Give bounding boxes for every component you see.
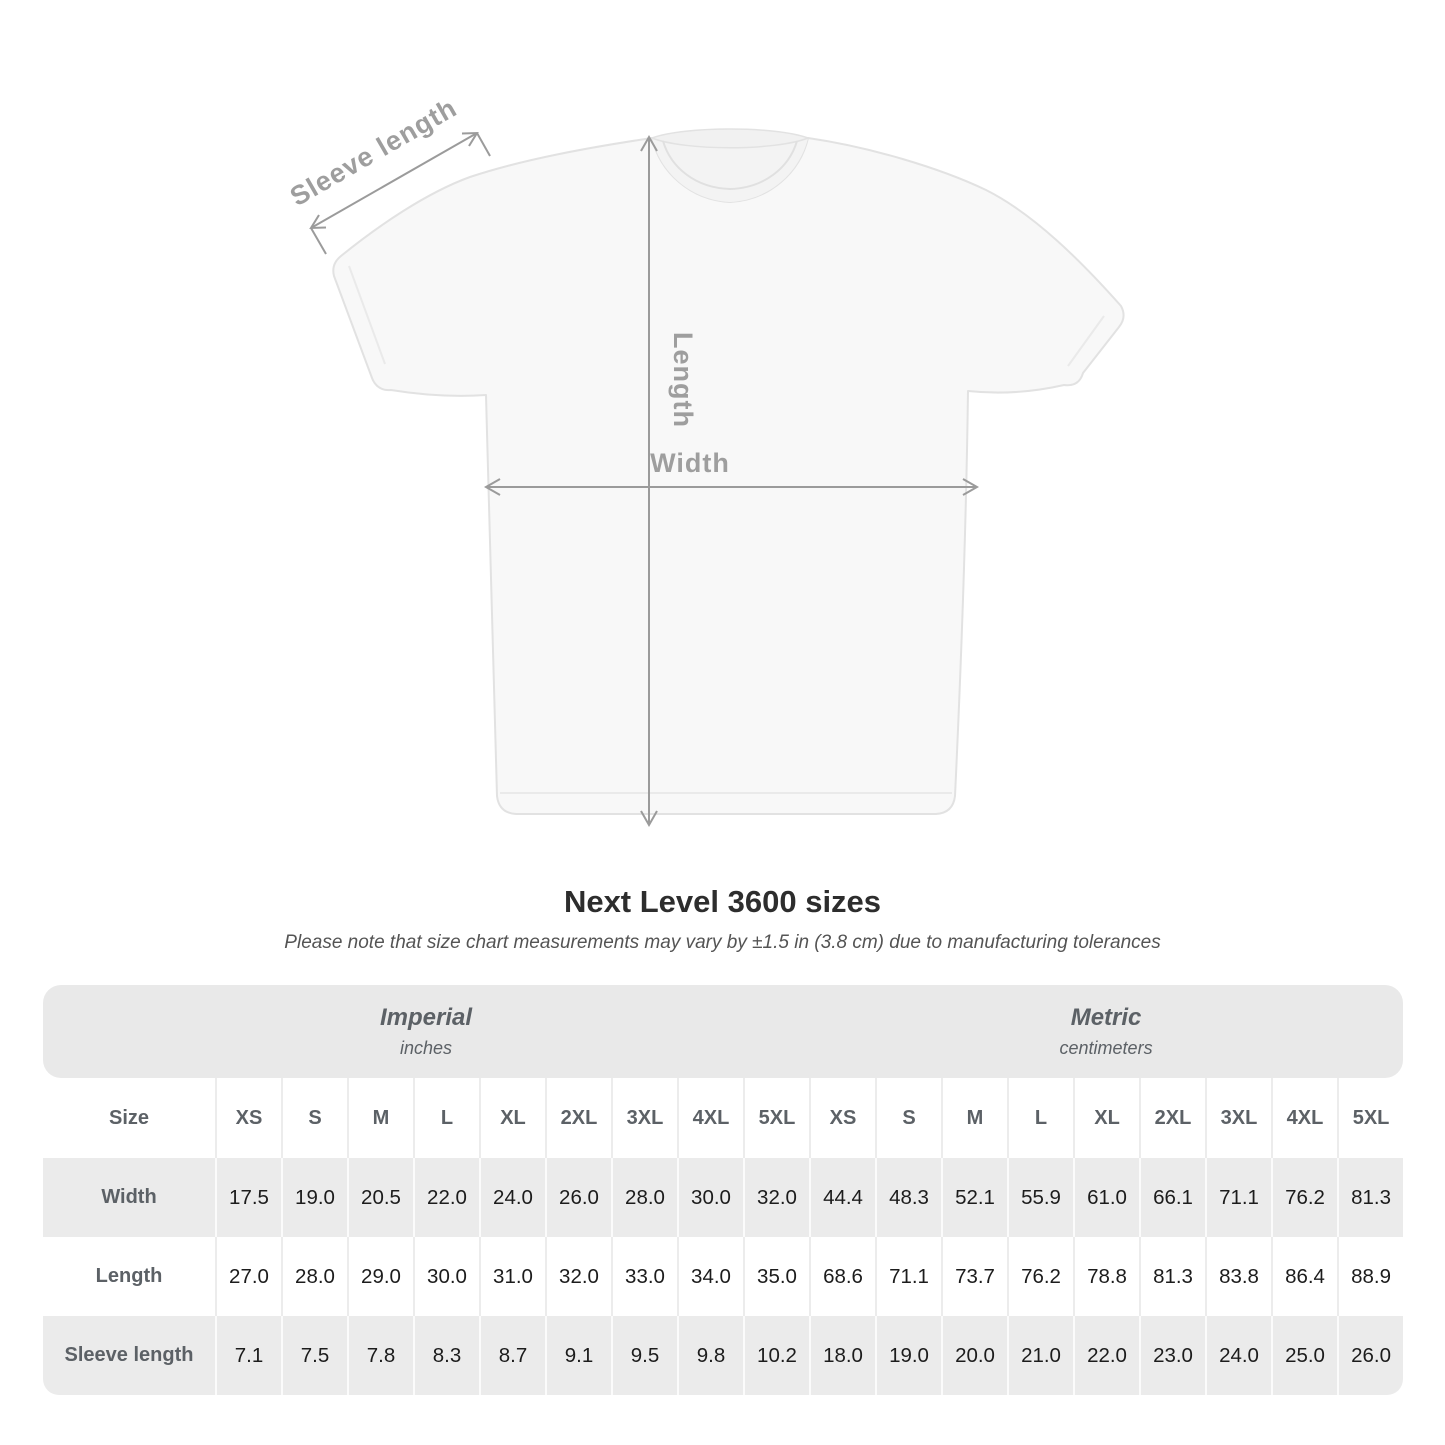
imperial-header bbox=[43, 985, 809, 1078]
length-metric-3xl: 83.8 bbox=[1205, 1237, 1271, 1316]
length-imperial-2xl: 32.0 bbox=[545, 1237, 611, 1316]
width-row bbox=[43, 1158, 1403, 1237]
size-header-imperial-5xl: 5XL bbox=[743, 1078, 809, 1158]
width-imperial-5xl: 32.0 bbox=[743, 1158, 809, 1237]
length-imperial-m: 29.0 bbox=[347, 1237, 413, 1316]
sleeve-imperial-2xl: 9.1 bbox=[545, 1316, 611, 1395]
length-row bbox=[43, 1237, 1403, 1316]
size-header-metric-m: M bbox=[941, 1078, 1007, 1158]
sleeve-imperial-3xl: 9.5 bbox=[611, 1316, 677, 1395]
sleeve-metric-xs: 18.0 bbox=[809, 1316, 875, 1395]
sleeve-metric-3xl: 24.0 bbox=[1205, 1316, 1271, 1395]
width-metric-4xl: 76.2 bbox=[1271, 1158, 1337, 1237]
sleeve-imperial-5xl: 10.2 bbox=[743, 1316, 809, 1395]
metric-title: Metric bbox=[1070, 1004, 1142, 1032]
size-header-metric-s: S bbox=[875, 1078, 941, 1158]
width-imperial-s: 19.0 bbox=[281, 1158, 347, 1237]
width-metric-l: 55.9 bbox=[1007, 1158, 1073, 1237]
length-metric-2xl: 81.3 bbox=[1139, 1237, 1205, 1316]
size-header-imperial-3xl: 3XL bbox=[611, 1078, 677, 1158]
width-imperial-4xl: 30.0 bbox=[677, 1158, 743, 1237]
length-metric-xs: 68.6 bbox=[809, 1237, 875, 1316]
sleeve-length-row bbox=[43, 1316, 1403, 1395]
width-row-label: Width bbox=[43, 1158, 215, 1237]
length-metric-5xl: 88.9 bbox=[1337, 1237, 1403, 1316]
length-imperial-s: 28.0 bbox=[281, 1237, 347, 1316]
length-imperial-4xl: 34.0 bbox=[677, 1237, 743, 1316]
size-header-metric-2xl: 2XL bbox=[1139, 1078, 1205, 1158]
sleeve-imperial-4xl: 9.8 bbox=[677, 1316, 743, 1395]
width-metric-2xl: 66.1 bbox=[1139, 1158, 1205, 1237]
width-imperial-xs: 17.5 bbox=[215, 1158, 281, 1237]
width-imperial-l: 22.0 bbox=[413, 1158, 479, 1237]
sleeve-row-label: Sleeve length bbox=[43, 1316, 215, 1395]
length-metric-xl: 78.8 bbox=[1073, 1237, 1139, 1316]
width-imperial-2xl: 26.0 bbox=[545, 1158, 611, 1237]
sleeve-imperial-s: 7.5 bbox=[281, 1316, 347, 1395]
sleeve-imperial-xl: 8.7 bbox=[479, 1316, 545, 1395]
width-metric-3xl: 71.1 bbox=[1205, 1158, 1271, 1237]
size-header-metric-4xl: 4XL bbox=[1271, 1078, 1337, 1158]
metric-header bbox=[809, 985, 1403, 1078]
width-metric-xl: 61.0 bbox=[1073, 1158, 1139, 1237]
width-metric-xs: 44.4 bbox=[809, 1158, 875, 1237]
size-header-metric-5xl: 5XL bbox=[1337, 1078, 1403, 1158]
width-imperial-3xl: 28.0 bbox=[611, 1158, 677, 1237]
size-header-imperial-2xl: 2XL bbox=[545, 1078, 611, 1158]
size-header-metric-3xl: 3XL bbox=[1205, 1078, 1271, 1158]
page-title: Next Level 3600 sizes bbox=[563, 884, 882, 919]
size-header-imperial-m: M bbox=[347, 1078, 413, 1158]
sleeve-metric-s: 19.0 bbox=[875, 1316, 941, 1395]
size-header-metric-xs: XS bbox=[809, 1078, 875, 1158]
length-imperial-xs: 27.0 bbox=[215, 1237, 281, 1316]
sleeve-metric-2xl: 23.0 bbox=[1139, 1316, 1205, 1395]
sleeve-metric-xl: 22.0 bbox=[1073, 1316, 1139, 1395]
size-header-imperial-s: S bbox=[281, 1078, 347, 1158]
size-header-imperial-4xl: 4XL bbox=[677, 1078, 743, 1158]
length-imperial-3xl: 33.0 bbox=[611, 1237, 677, 1316]
length-label: Length bbox=[668, 332, 698, 428]
size-header-imperial-xl: XL bbox=[479, 1078, 545, 1158]
sleeve-imperial-m: 7.8 bbox=[347, 1316, 413, 1395]
sleeve-imperial-l: 8.3 bbox=[413, 1316, 479, 1395]
size-header-row bbox=[43, 1078, 1403, 1158]
length-metric-4xl: 86.4 bbox=[1271, 1237, 1337, 1316]
sleeve-imperial-xs: 7.1 bbox=[215, 1316, 281, 1395]
tolerance-note: Please note that size chart measurements may vary by ±1.5 in (3.8 cm) due to manufacturing tolerances bbox=[284, 932, 1161, 953]
length-row-label: Length bbox=[43, 1237, 215, 1316]
size-header-imperial-xs: XS bbox=[215, 1078, 281, 1158]
length-metric-m: 73.7 bbox=[941, 1237, 1007, 1316]
sleeve-metric-4xl: 25.0 bbox=[1271, 1316, 1337, 1395]
length-metric-s: 71.1 bbox=[875, 1237, 941, 1316]
size-header-metric-l: L bbox=[1007, 1078, 1073, 1158]
length-metric-l: 76.2 bbox=[1007, 1237, 1073, 1316]
length-imperial-xl: 31.0 bbox=[479, 1237, 545, 1316]
width-label: Width bbox=[650, 448, 730, 478]
sleeve-metric-m: 20.0 bbox=[941, 1316, 1007, 1395]
metric-subtitle: centimeters bbox=[1059, 1037, 1153, 1058]
length-imperial-l: 30.0 bbox=[413, 1237, 479, 1316]
length-imperial-5xl: 35.0 bbox=[743, 1237, 809, 1316]
sleeve-metric-l: 21.0 bbox=[1007, 1316, 1073, 1395]
sleeve-metric-5xl: 26.0 bbox=[1337, 1316, 1403, 1395]
size-header-imperial-l: L bbox=[413, 1078, 479, 1158]
imperial-subtitle: inches bbox=[399, 1037, 453, 1058]
sleeve-length-label: Sleeve length bbox=[284, 92, 463, 212]
width-imperial-m: 20.5 bbox=[347, 1158, 413, 1237]
width-metric-5xl: 81.3 bbox=[1337, 1158, 1403, 1237]
size-header-metric-xl: XL bbox=[1073, 1078, 1139, 1158]
size-column-label: Size bbox=[43, 1078, 215, 1158]
width-metric-m: 52.1 bbox=[941, 1158, 1007, 1237]
width-imperial-xl: 24.0 bbox=[479, 1158, 545, 1237]
unit-header-row bbox=[43, 985, 1403, 1078]
imperial-title: Imperial bbox=[379, 1004, 473, 1032]
size-chart-table bbox=[43, 985, 1403, 1395]
width-metric-s: 48.3 bbox=[875, 1158, 941, 1237]
